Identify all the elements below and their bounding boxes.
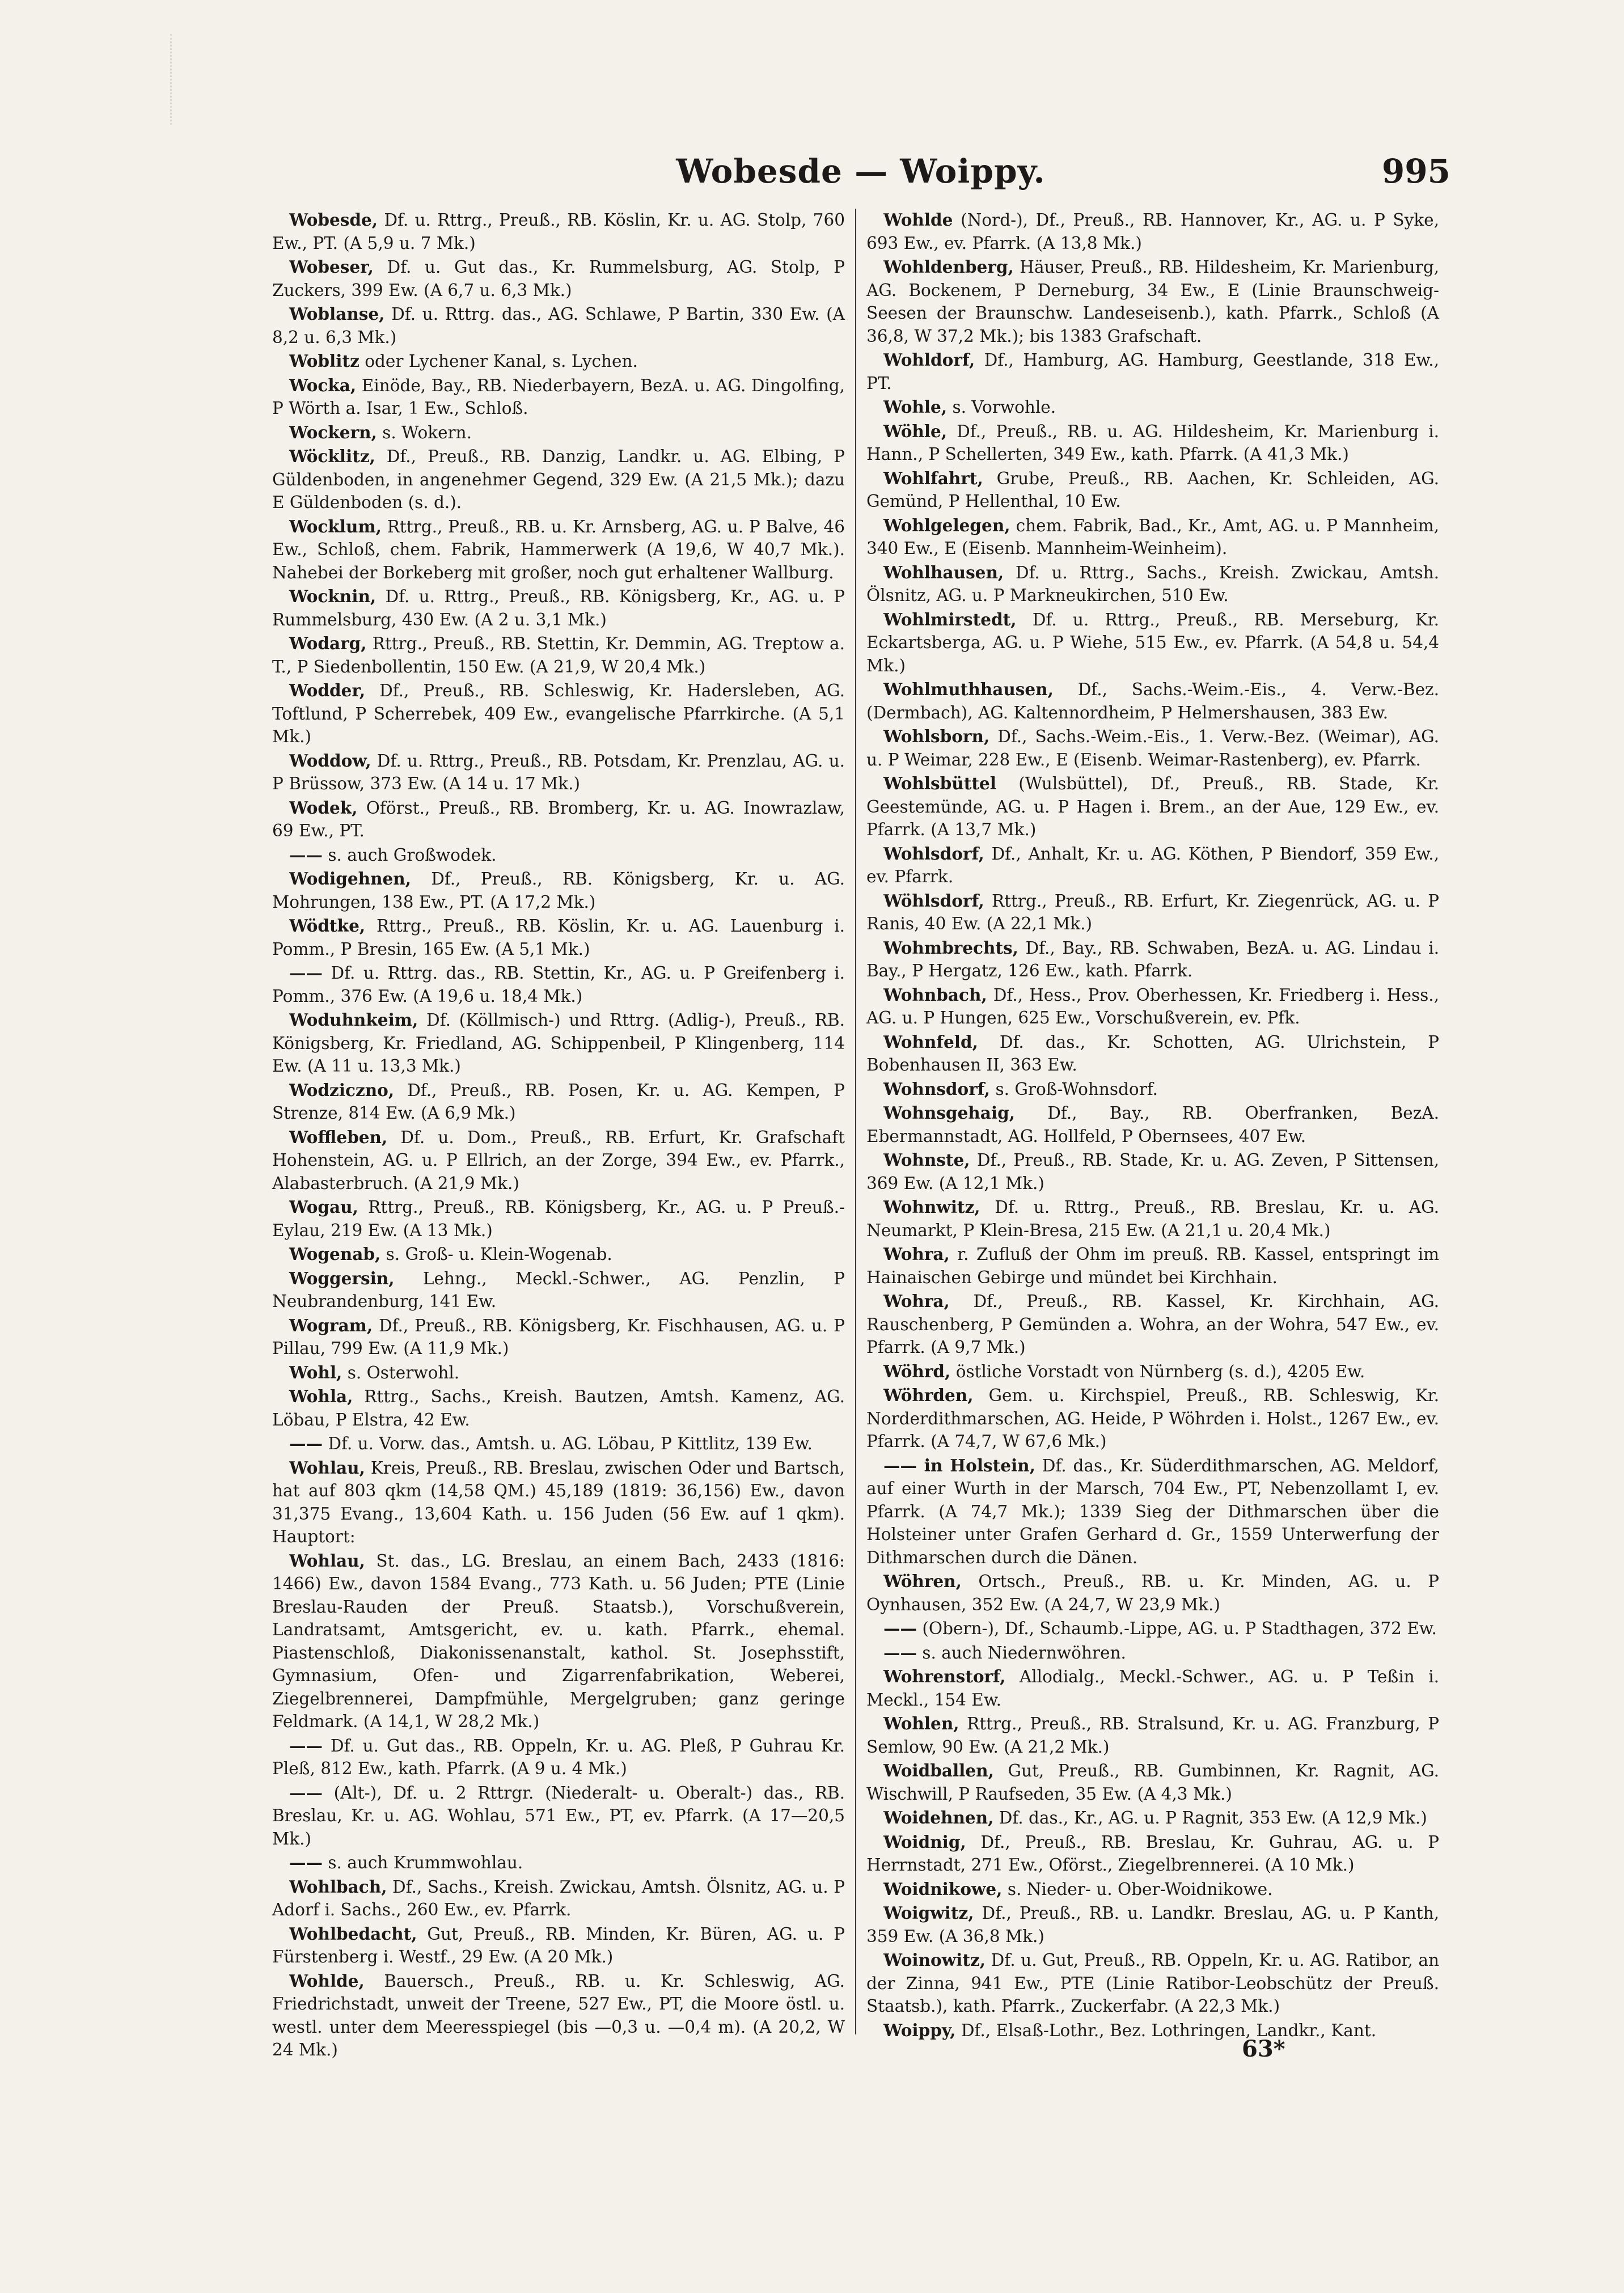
gazetteer-entry <box>866 209 1439 255</box>
entry-text: Df. u. Rttrg., Preuß., RB. Potsdam, Kr. Prenzlau, AG. u. P Brüssow, 373 Ew. (A 14 u. 17 Mk.) <box>272 751 845 793</box>
gazetteer-entry <box>272 1851 845 1875</box>
gazetteer-entry <box>272 1243 845 1266</box>
entry-text: s. auch Niedernwöhren. <box>922 1643 1126 1662</box>
gazetteer-entry <box>866 1243 1439 1289</box>
entry-text: (Obern-), Df., Schaumb.-Lippe, AG. u. P Stadthagen, 372 Ew. <box>922 1619 1437 1638</box>
entry-text: Df. das., Kr., AG. u. P Ragnit, 353 Ew. (A 12,9 Mk.) <box>999 1808 1427 1827</box>
entry-headword: Wohrenstorf, <box>883 1666 1006 1686</box>
entry-text: Df., Preuß., RB. Danzig, Landkr. u. AG. Elbing, P Güldenboden, in angenehmer Gegend, 329 Ew. (A 21,5 Mk.); dazu E Güldenboden (s. d.). <box>272 447 845 512</box>
entry-headword: Wohnsdorf, <box>883 1078 991 1099</box>
entry-headword: Wohlbach, <box>289 1876 387 1897</box>
running-title: Wobesde — Woippy. <box>676 152 1046 191</box>
gazetteer-entry <box>272 421 845 445</box>
gazetteer-entry <box>866 608 1439 678</box>
page-edge-mark <box>170 34 189 125</box>
entry-text: Df., Preuß., RB. Kassel, Kr. Kirchhain, AG. Rauschenberg, P Gemünden a. Wohra, an der Wohra, 547 Ew., ev. Pfarrk. (A 9,7 Mk.) <box>866 1292 1439 1357</box>
entry-text: s. Wokern. <box>382 422 472 442</box>
entry-headword: Wockern, <box>289 422 377 442</box>
entry-text: s. auch Großwodek. <box>328 845 497 865</box>
entry-text: Df. u. Rttrg., Preuß., RB. Merseburg, Kr. Eckartsberga, AG. u. P Wiehe, 515 Ew., ev. Pfarrk. (A 54,8 u. 54,4 Mk.) <box>866 610 1439 675</box>
entry-headword: Woblitz <box>289 351 360 371</box>
entry-headword: Wöhrden, <box>883 1385 974 1405</box>
gazetteer-entry <box>866 1902 1439 1948</box>
entry-text: Kreis, Preuß., RB. Breslau, zwischen Oder und Bartsch, hat auf 803 qkm (14,58 QM.) 45,189 (1819: 36,156) Ew., davon 31,375 Evang., 13,604 Kath. u. 156 Juden (56 Ew. auf 1 qkm). Hauptort: <box>272 1458 845 1546</box>
entry-headword: Wohnwitz, <box>883 1197 980 1217</box>
gazetteer-entry <box>866 1384 1439 1453</box>
gazetteer-entry <box>272 632 845 678</box>
entry-text: (Nord-), Df., Preuß., RB. Hannover, Kr., AG. u. P Syke, 693 Ew., ev. Pfarrk. (A 13,8 Mk.) <box>866 210 1439 253</box>
entry-text: Df., Preuß., RB. Königsberg, Kr. u. AG. Mohrungen, 138 Ew., PT. (A 17,2 Mk.) <box>272 869 845 912</box>
gazetteer-entry <box>866 1078 1439 1101</box>
gazetteer-entry <box>866 2019 1439 2042</box>
gazetteer-entry <box>866 467 1439 513</box>
entry-headword: Wöhren, <box>883 1571 962 1591</box>
entry-headword: Wobesde, <box>289 210 378 230</box>
entry-text: Rttrg., Preuß., RB. Königsberg, Kr., AG. u. P Preuß.-Eylau, 219 Ew. (A 13 Mk.) <box>272 1198 845 1240</box>
gazetteer-entry <box>866 561 1439 607</box>
entry-text: chem. Fabrik, Bad., Kr., Amt, AG. u. P Mannheim, 340 Ew., E (Eisenb. Mannheim-Weinheim). <box>866 515 1439 558</box>
gazetteer-entry <box>272 1457 845 1549</box>
entry-headword: —— <box>289 1433 323 1453</box>
gazetteer-entry <box>272 1126 845 1195</box>
column-divider <box>855 209 856 2034</box>
entry-text: Häuser, Preuß., RB. Hildesheim, Kr. Marienburg, AG. Bockenem, P Derneburg, 34 Ew., E (Linie Braunschweig-Seesen der Braunschw. Landeseisenb.), kath. Pfarrk., Schloß (A 36,8, W 37,2 Mk.); bis 1383 Grafschaft. <box>866 257 1439 346</box>
gazetteer-entry <box>866 1807 1439 1830</box>
entry-headword: Wohlsborn, <box>883 726 990 746</box>
entry-headword: Wohldorf, <box>883 350 975 370</box>
entry-headword: Woggersin, <box>289 1268 395 1288</box>
gazetteer-entry <box>272 1314 845 1360</box>
gazetteer-entry <box>866 1665 1439 1711</box>
entry-headword: Wohlmirstedt, <box>883 609 1017 629</box>
entry-text: Df. (Köllmisch-) und Rttrg. (Adlig-), Preuß., RB. Königsberg, Kr. Friedland, AG. Schippenbeil, P Klingenberg, 114 Ew. (A 11 u. 13,3 Mk.) <box>272 1010 845 1076</box>
gazetteer-entry <box>272 445 845 514</box>
entry-text: s. Osterwohl. <box>347 1363 460 1382</box>
entry-text: Df., Preuß., RB. Königsberg, Kr. Fischhausen, AG. u. P Pillau, 799 Ew. (A 11,9 Mk.) <box>272 1315 845 1358</box>
gazetteer-entry <box>272 303 845 349</box>
entry-headword: Wohnfeld, <box>883 1031 978 1052</box>
entry-headword: Wobeser, <box>289 257 374 277</box>
entry-text: Einöde, Bay., RB. Niederbayern, BezA. u. AG. Dingolfing, P Wörth a. Isar, 1 Ew., Schloß. <box>272 375 845 418</box>
entry-headword: Wohra, <box>883 1244 950 1264</box>
gazetteer-entry <box>866 1570 1439 1616</box>
entry-headword: Wohldenberg, <box>883 257 1014 277</box>
entry-text: Df. u. Rttrg., Preuß., RB. Königsberg, Kr., AG. u. P Rummelsburg, 430 Ew. (A 2 u. 3,1 Mk.) <box>272 587 845 629</box>
entry-text: Df., Elsaß-Lothr., Bez. Lothringen, Landkr., Kant. <box>961 2020 1377 2040</box>
entry-text: Df., Preuß., RB. Posen, Kr. u. AG. Kempen, P Strenze, 814 Ew. (A 6,9 Mk.) <box>272 1080 845 1123</box>
gazetteer-entry <box>272 915 845 961</box>
gazetteer-entry <box>272 962 845 1008</box>
entry-text: Df. u. Rttrg., Preuß., RB. Breslau, Kr. u. AG. Neumarkt, P Klein-Bresa, 215 Ew. (A 21,1 u. 20,4 Mk.) <box>866 1198 1439 1240</box>
gazetteer-entry <box>272 844 845 867</box>
entry-text: Df., Preuß., RB. u. AG. Hildesheim, Kr. Marienburg i. Hann., P Schellerten, 349 Ew., kath. Pfarrk. (A 41,3 Mk.) <box>866 421 1439 464</box>
page-number: 995 <box>1381 152 1450 191</box>
entry-headword: Wohl, <box>289 1362 342 1382</box>
gazetteer-entry <box>866 725 1439 771</box>
entry-headword: Woinowitz, <box>883 1950 986 1970</box>
gazetteer-entry <box>866 1759 1439 1805</box>
entry-headword: Wohlde <box>883 210 953 230</box>
entry-text: Df. das., Kr. Süderdithmarschen, AG. Meldorf, auf einer Wurth in der Marsch, 704 Ew., PT, Nebenzollamt I, ev. Pfarrk. (A 74,7 Mk.); 1339 Sieg der Dithmarschen über die Holsteiner unter Grafen Gerhard d. Gr., 1559 Unterwerfung der Dithmarschen durch die Dänen. <box>866 1456 1439 1567</box>
gazetteer-entry <box>272 1876 845 1922</box>
gazetteer-entry <box>866 843 1439 889</box>
entry-text: Df., Bay., RB. Schwaben, BezA. u. AG. Lindau i. Bay., P Hergatz, 126 Ew., kath. Pfarrk. <box>866 938 1439 980</box>
entry-headword: Woblanse, <box>289 304 385 324</box>
entry-text: Df., Hamburg, AG. Hamburg, Geestlande, 318 Ew., PT. <box>866 350 1439 393</box>
entry-headword: Woffleben, <box>289 1127 388 1147</box>
gazetteer-entry <box>272 750 845 796</box>
entry-headword: Wogram, <box>289 1315 373 1335</box>
entry-headword: Wogau, <box>289 1197 358 1217</box>
entry-headword: —— in Holstein, <box>883 1455 1035 1475</box>
entry-headword: Wohlsdorf, <box>883 843 984 864</box>
entry-headword: Woduhnkeim, <box>289 1010 418 1030</box>
entry-text: Bauersch., Preuß., RB. u. Kr. Schleswig, AG. Friedrichstadt, unweit der Treene, 527 Ew., PT, die Moore östl. u. westl. unter dem Meeresspiegel (bis —0,3 u. —0,4 m). (A 20,2, W 24 Mk.) <box>272 1971 845 2059</box>
entry-headword: Wodek, <box>289 797 358 818</box>
entry-headword: —— <box>289 844 323 865</box>
entry-text: s. Groß-Wohnsdorf. <box>995 1079 1158 1099</box>
entry-text: Df., Bay., RB. Oberfranken, BezA. Ebermannstadt, AG. Hollfeld, P Obernsees, 407 Ew. <box>866 1103 1439 1146</box>
entry-text: Df. u. Vorw. das., Amtsh. u. AG. Löbau, P Kittlitz, 139 Ew. <box>328 1434 813 1453</box>
gazetteer-entry <box>866 937 1439 983</box>
entry-text: Df. u. Rttrg. das., RB. Stettin, Kr., AG. u. P Greifenberg i. Pomm., 376 Ew. (A 19,6 u. 18,4 Mk.) <box>272 963 845 1006</box>
gazetteer-entry <box>866 984 1439 1030</box>
entry-text: Rttrg., Preuß., RB. Erfurt, Kr. Ziegenrück, AG. u. P Ranis, 40 Ew. (A 22,1 Mk.) <box>866 891 1439 933</box>
gazetteer-entry <box>866 256 1439 348</box>
gazetteer-entry <box>272 1267 845 1313</box>
entry-text: Df. u. Rttrg., Sachs., Kreish. Zwickau, Amtsh. Ölsnitz, AG. u. P Markneukirchen, 510 Ew. <box>866 562 1439 605</box>
entry-text: Rttrg., Preuß., RB. Stralsund, Kr. u. AG. Franzburg, P Semlow, 90 Ew. (A 21,2 Mk.) <box>866 1714 1439 1757</box>
entry-text: oder Lychener Kanal, s. Lychen. <box>365 352 638 371</box>
entry-headword: Wocklum, <box>289 516 382 536</box>
entry-text: Oförst., Preuß., RB. Bromberg, Kr. u. AG. Inowrazlaw, 69 Ew., PT. <box>272 798 845 840</box>
entry-headword: Wohlgelegen, <box>883 515 1010 535</box>
gazetteer-entry <box>866 772 1439 841</box>
gazetteer-entry <box>866 1149 1439 1195</box>
gazetteer-entry <box>866 1642 1439 1665</box>
entry-headword: Wodigehnen, <box>289 869 412 889</box>
entry-headword: Wohnbach, <box>883 984 987 1005</box>
signature-mark: 63* <box>1242 2036 1285 2062</box>
entry-text: Ortsch., Preuß., RB. u. Kr. Minden, AG. u. P Oynhausen, 352 Ew. (A 24,7, W 23,9 Mk.) <box>866 1572 1439 1614</box>
gazetteer-entry <box>272 515 845 585</box>
entry-text: Df., Sachs.-Weim.-Eis., 4. Verw.-Bez. (Dermbach), AG. Kaltennordheim, P Helmershausen, 383 Ew. <box>866 680 1439 722</box>
entry-headword: Woippy, <box>883 2020 956 2040</box>
left-column <box>272 209 845 2059</box>
gazetteer-entry <box>272 374 845 420</box>
entry-headword: Wohlbedacht, <box>289 1923 417 1944</box>
entry-headword: Wohlsbüttel <box>883 773 996 793</box>
entry-text: s. auch Krummwohlau. <box>328 1853 523 1872</box>
entry-headword: —— <box>289 1735 323 1755</box>
gazetteer-entry <box>866 349 1439 395</box>
gazetteer-entry <box>866 1031 1439 1077</box>
entry-headword: Woidballen, <box>883 1761 994 1780</box>
entry-text: Df., Sachs., Kreish. Zwickau, Amtsh. Ölsnitz, AG. u. P Adorf i. Sachs., 260 Ew., ev. Pfarrk. <box>272 1877 845 1919</box>
gazetteer-entry <box>272 1734 845 1780</box>
entry-headword: —— <box>289 1782 323 1803</box>
gazetteer-entry <box>866 1196 1439 1242</box>
entry-headword: Wocknin, <box>289 586 377 606</box>
entry-headword: Wöcklitz, <box>289 446 375 466</box>
entry-text: Df. u. Rttrg., Preuß., RB. Köslin, Kr. u. AG. Stolp, 760 Ew., PT. (A 5,9 u. 7 Mk.) <box>272 210 845 253</box>
entry-headword: Wöhle, <box>883 421 948 441</box>
entry-headword: Wodder, <box>289 680 366 700</box>
gazetteer-entry <box>272 350 845 373</box>
gazetteer-entry <box>272 585 845 631</box>
entry-text: Df. u. Dom., Preuß., RB. Erfurt, Kr. Grafschaft Hohenstein, AG. u. P Ellrich, an der Zorge, 394 Ew., ev. Pfarrk., Alabasterbruch. (A 21,9 Mk.) <box>272 1127 845 1193</box>
entry-text: Df. u. Gut das., Kr. Rummelsburg, AG. Stolp, P Zuckers, 399 Ew. (A 6,7 u. 6,3 Mk.) <box>272 257 845 300</box>
entry-headword: Wohnsgehaig, <box>883 1103 1015 1123</box>
entry-text: Df., Preuß., RB. u. Landkr. Breslau, AG. u. P Kanth, 359 Ew. (A 36,8 Mk.) <box>866 1903 1439 1946</box>
gazetteer-entry <box>272 1385 845 1431</box>
entry-text: Df., Anhalt, Kr. u. AG. Köthen, P Biendorf, 359 Ew., ev. Pfarrk. <box>866 844 1439 886</box>
entry-text: (Wulsbüttel), Df., Preuß., RB. Stade, Kr. Geestemünde, AG. u. P Hagen i. Brem., an der Aue, 129 Ew., ev. Pfarrk. (A 13,7 Mk.) <box>866 774 1439 839</box>
gazetteer-entry <box>866 1290 1439 1359</box>
entry-headword: Wocka, <box>289 375 357 395</box>
gazetteer-entry <box>272 1550 845 1733</box>
entry-headword: —— <box>883 1618 917 1638</box>
entry-text: östliche Vorstadt von Nürnberg (s. d.), 4205 Ew. <box>955 1361 1365 1381</box>
entry-headword: Wöhrd, <box>883 1361 951 1381</box>
entry-text: (Alt-), Df. u. 2 Rttrgr. (Niederalt- u. Oberalt-) das., RB. Breslau, Kr. u. AG. Wohlau, 571 Ew., PT, ev. Pfarrk. (A 17—20,5 Mk.) <box>272 1783 845 1848</box>
gazetteer-entry <box>272 1009 845 1078</box>
gazetteer-entry <box>272 1970 845 2062</box>
entry-text: Allodialg., Meckl.-Schwer., AG. u. P Teßin i. Meckl., 154 Ew. <box>866 1667 1439 1710</box>
entry-headword: Woidehnen, <box>883 1808 994 1827</box>
entry-text: Df., Sachs.-Weim.-Eis., 1. Verw.-Bez. (Weimar), AG. u. P Weimar, 228 Ew., E (Eisenb. Weimar-Rastenberg), ev. Pfarrk. <box>866 727 1439 769</box>
gazetteer-entry <box>866 1617 1439 1640</box>
entry-text: s. Nieder- u. Ober-Woidnikowe. <box>1007 1879 1273 1899</box>
gazetteer-entry <box>866 514 1439 560</box>
entry-text: s. Vorwohle. <box>952 397 1056 417</box>
gazetteer-entry <box>866 1878 1439 1901</box>
entry-headword: —— <box>289 1852 323 1872</box>
entry-text: Df. u. Gut das., RB. Oppeln, Kr. u. AG. Pleß, P Guhrau Kr. Pleß, 812 Ew., kath. Pfarrk. (A 9 u. 4 Mk.) <box>272 1736 845 1778</box>
entry-text: s. Groß- u. Klein-Wogenab. <box>386 1245 612 1264</box>
entry-headword: Woigwitz, <box>883 1903 974 1923</box>
entry-text: Rttrg., Preuß., RB. Stettin, Kr. Demmin, AG. Treptow a. T., P Siedenbollentin, 150 Ew. (A 21,9, W 20,4 Mk.) <box>272 634 845 676</box>
entry-headword: Wohlau, <box>289 1550 365 1571</box>
gazetteer-entry <box>866 1831 1439 1877</box>
entry-headword: Wohlen, <box>883 1714 959 1733</box>
page-header <box>271 152 1450 203</box>
gazetteer-entry <box>272 209 845 255</box>
entry-text: Rttrg., Preuß., RB. u. Kr. Arnsberg, AG. u. P Balve, 46 Ew., Schloß, chem. Fabrik, Hammerwerk (A 19,6, W 40,7 Mk.). Nahebei der Borkeberg mit großer, noch gut erhaltener Wallburg. <box>272 517 845 582</box>
entry-text: Lehng., Meckl.-Schwer., AG. Penzlin, P Neubrandenburg, 141 Ew. <box>272 1268 845 1311</box>
entry-headword: Woddow, <box>289 750 371 771</box>
entry-text: Gut, Preuß., RB. Gumbinnen, Kr. Ragnit, AG. Wischwill, P Raufseden, 35 Ew. (A 4,3 Mk.) <box>866 1761 1439 1804</box>
entry-text: Df., Preuß., RB. Stade, Kr. u. AG. Zeven, P Sittensen, 369 Ew. (A 12,1 Mk.) <box>866 1150 1439 1193</box>
gazetteer-entry <box>272 256 845 302</box>
entry-text: Df. das., Kr. Schotten, AG. Ulrichstein, P Bobenhausen II, 363 Ew. <box>866 1032 1439 1074</box>
gazetteer-entry <box>866 678 1439 724</box>
entry-text: Gem. u. Kirchspiel, Preuß., RB. Schleswig, Kr. Norderdithmarschen, AG. Heide, P Wöhrden i. Holst., 1267 Ew., ev. Pfarrk. (A 74,7, W 67,6 Mk.) <box>866 1386 1439 1451</box>
entry-text: Df. u. Rttrg. das., AG. Schlawe, P Bartin, 330 Ew. (A 8,2 u. 6,3 Mk.) <box>272 304 845 347</box>
gazetteer-entry <box>272 1432 845 1456</box>
gazetteer-entry <box>866 1102 1439 1148</box>
gazetteer-entry <box>272 1196 845 1242</box>
entry-headword: —— <box>289 963 323 983</box>
gazetteer-entry <box>272 1923 845 1969</box>
entry-headword: Wöhlsdorf, <box>883 890 984 911</box>
entry-text: Grube, Preuß., RB. Aachen, Kr. Schleiden, AG. Gemünd, P Hellenthal, 10 Ew. <box>866 468 1439 511</box>
gazetteer-entry <box>272 1361 845 1385</box>
gazetteer-entry <box>272 679 845 748</box>
gazetteer-entry <box>866 1454 1439 1569</box>
gazetteer-entry <box>272 1782 845 1851</box>
gazetteer-entry <box>866 1949 1439 2018</box>
entry-headword: Wogenab, <box>289 1244 381 1264</box>
gazetteer-entry <box>866 890 1439 936</box>
entry-text: Df., Preuß., RB. Breslau, Kr. Guhrau, AG. u. P Herrnstadt, 271 Ew., Oförst., Ziegelbrennerei. (A 10 Mk.) <box>866 1832 1439 1875</box>
entry-headword: Wohle, <box>883 397 948 417</box>
gazetteer-entry <box>866 1360 1439 1384</box>
entry-headword: Woidnikowe, <box>883 1879 1003 1899</box>
gazetteer-entry <box>272 797 845 843</box>
entry-headword: Wödtke, <box>289 916 366 936</box>
entry-text: Df. u. Gut, Preuß., RB. Oppeln, Kr. u. AG. Ratibor, an der Zinna, 941 Ew., PTE (Linie Ratibor-Leobschütz der Preuß. Staatsb.), kath. Pfarrk., Zuckerfabr. (A 22,3 Mk.) <box>866 1951 1439 2016</box>
entry-headword: Woidnig, <box>883 1831 966 1852</box>
gazetteer-entry <box>866 420 1439 466</box>
entry-headword: Wodarg, <box>289 633 367 653</box>
entry-text: Gut, Preuß., RB. Minden, Kr. Büren, AG. u. P Fürstenberg i. Westf., 29 Ew. (A 20 Mk.) <box>272 1924 845 1966</box>
entry-headword: Wohlau, <box>289 1457 365 1478</box>
gazetteer-entry <box>866 396 1439 419</box>
entry-headword: Wohlhausen, <box>883 562 1004 582</box>
entry-text: r. Zufluß der Ohm im preuß. RB. Kassel, entspringt im Hainaischen Gebirge und mündet bei Kirchhain. <box>866 1245 1439 1287</box>
gazetteer-entry <box>272 868 845 913</box>
gazetteer-entry <box>866 1712 1439 1758</box>
entry-headword: Wohmbrechts, <box>883 937 1018 958</box>
entry-headword: Wohnste, <box>883 1150 970 1170</box>
gazetteer-entry <box>272 1079 845 1125</box>
entry-headword: Wohlmuthhausen, <box>883 679 1054 699</box>
entry-headword: Wodziczno, <box>289 1080 395 1100</box>
entry-text: Df., Preuß., RB. Schleswig, Kr. Hadersleben, AG. Toftlund, P Scherrebek, 409 Ew., evangelische Pfarrkirche. (A 5,1 Mk.) <box>272 681 845 746</box>
entry-text: Df., Hess., Prov. Oberhessen, Kr. Friedberg i. Hess., AG. u. P Hungen, 625 Ew., Vorschußverein, ev. Pfk. <box>866 985 1439 1027</box>
entry-text: Rttrg., Preuß., RB. Köslin, Kr. u. AG. Lauenburg i. Pomm., P Bresin, 165 Ew. (A 5,1 Mk.) <box>272 916 845 959</box>
right-column <box>866 209 1439 2040</box>
entry-headword: Wohla, <box>289 1386 353 1406</box>
entry-text: Rttrg., Sachs., Kreish. Bautzen, Amtsh. Kamenz, AG. Löbau, P Elstra, 42 Ew. <box>272 1387 845 1429</box>
entry-headword: —— <box>883 1642 917 1662</box>
entry-headword: Wohlde, <box>289 1970 365 1991</box>
entry-headword: Wohlfahrt, <box>883 468 983 488</box>
entry-text: St. das., LG. Breslau, an einem Bach, 2433 (1816: 1466) Ew., davon 1584 Evang., 773 Kath. u. 56 Juden; PTE (Linie Breslau-Rauden der Preuß. Staatsb.), Vorschußverein, Landratsamt, Amtsgericht, ev. u. kath. Pfarrk., ehemal. Piastenschloß, Diakonissenanstalt, kathol. St. Josephsstift, Gymnasium, Ofen- und Zigarrenfabrikation, Weberei, Ziegelbrennerei, Dampfmühle, Mergelgruben; ganz geringe Feldmark. (A 14,1, W 28,2 Mk.) <box>272 1551 845 1731</box>
entry-headword: Wohra, <box>883 1291 950 1311</box>
